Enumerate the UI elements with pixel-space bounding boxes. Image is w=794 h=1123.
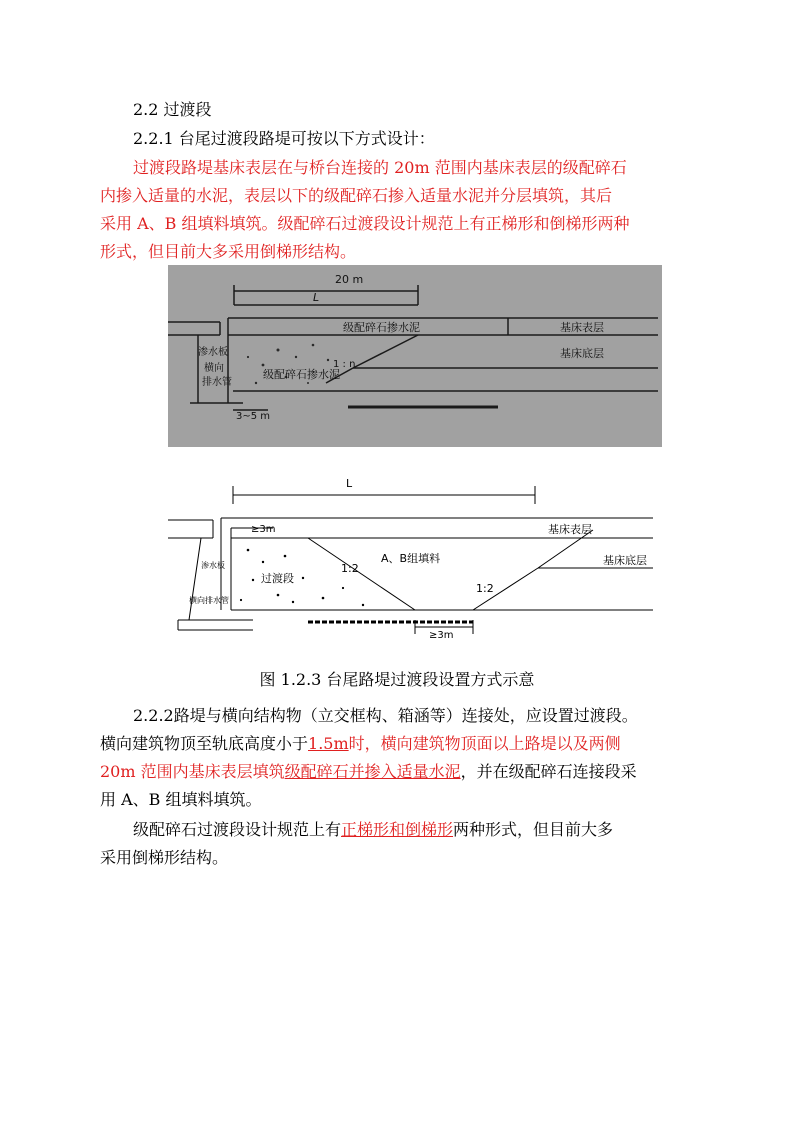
- para222-l3-part1: 20m 范围内基床表层填筑: [100, 762, 285, 781]
- para222-line-5: [133, 817, 613, 843]
- photo-dim-L: L: [313, 291, 320, 304]
- diagram-label-drain-pipe: 横向排水管: [189, 596, 229, 605]
- para222-l2-part3: 时，横向建筑物顶面以上路堤以及两侧: [348, 734, 621, 753]
- diagram-label-transition: 过渡段: [261, 572, 294, 585]
- paragraph-1-line-2: 内掺入适量的水泥，表层以下的级配碎石掺入适量水泥并分层填筑，其后: [100, 186, 613, 205]
- photo-label-drain-cross: 横向: [204, 363, 224, 374]
- para222-line-2: [100, 731, 621, 757]
- diagram-dim-L: L: [346, 477, 353, 490]
- figure-caption: 图 1.2.3 台尾路堤过渡段设置方式示意: [259, 670, 535, 689]
- para222-line-4: 用 A、B 组填料填筑。: [100, 790, 262, 809]
- diagram-label-bottom: 基床底层: [603, 554, 647, 567]
- para222-l5-part3: 两种形式，但目前大多: [453, 820, 614, 839]
- para222-l5-part1: 级配碎石过渡段设计规范上有: [133, 820, 342, 839]
- photo-label-bottom: 基床底层: [560, 347, 604, 360]
- section-heading: 2.2 过渡段: [133, 100, 212, 119]
- para222-l5-highlight-shape: 正梯形和倒梯形: [341, 820, 454, 839]
- photo-label-surface: 基床表层: [560, 321, 604, 334]
- diagram-label-slope-left: 1:2: [341, 562, 359, 575]
- para222-l3-part3: ，并在级配碎石连接段采: [460, 762, 637, 781]
- diagram-label-surface: 基床表层: [548, 523, 592, 536]
- scanned-diagram-photo: [168, 265, 662, 447]
- photo-label-drain-board: 渗水板: [198, 347, 228, 358]
- diagram-label-slope-right: 1:2: [476, 582, 494, 595]
- transition-section-diagram: [163, 470, 653, 650]
- paragraph-1-line-3: 采用 A、B 组填料填筑。级配碎石过渡段设计规范上有正梯形和倒梯形两种: [100, 214, 630, 233]
- paragraph-1-line-1: 过渡段路堤基床表层在与桥台连接的 20m 范围内基床表层的级配碎石: [133, 158, 627, 177]
- photo-dim-20m: 20 m: [335, 273, 364, 286]
- para222-l3-highlight-gravel: 级配碎石并掺入适量水泥: [284, 762, 461, 781]
- para222-line-3: [100, 759, 637, 785]
- diagram-label-ge3m-top: ≥3m: [251, 524, 276, 535]
- para222-l2-part1: 横向建筑物顶至轨底高度小于: [100, 734, 309, 753]
- photo-label-3to5m: 3~5 m: [236, 411, 271, 422]
- para222-line-1: 2.2.2路堤与横向结构物（立交框构、箱涵等）连接处，应设置过渡段。: [133, 706, 638, 725]
- photo-label-gravel: 级配碎石掺水泥: [263, 368, 340, 381]
- subsection-heading: 2.2.1 台尾过渡段路堤可按以下方式设计：: [133, 129, 435, 148]
- photo-label-slope: 1 : n: [333, 359, 356, 370]
- diagram-label-fill: A、B组填料: [381, 552, 441, 565]
- para222-l2-highlight-height: 1.5m: [308, 734, 349, 753]
- paragraph-1-line-4: 形式，但目前大多采用倒梯形结构。: [100, 242, 357, 261]
- diagram-label-drain-board: 渗水板: [201, 561, 225, 570]
- diagram-label-ge3m-bottom: ≥3m: [429, 630, 454, 641]
- photo-label-cement: 级配碎石掺水泥: [343, 321, 420, 334]
- photo-label-drain-pipe: 排水管: [202, 377, 232, 388]
- para222-line-6: 采用倒梯形结构。: [100, 848, 229, 867]
